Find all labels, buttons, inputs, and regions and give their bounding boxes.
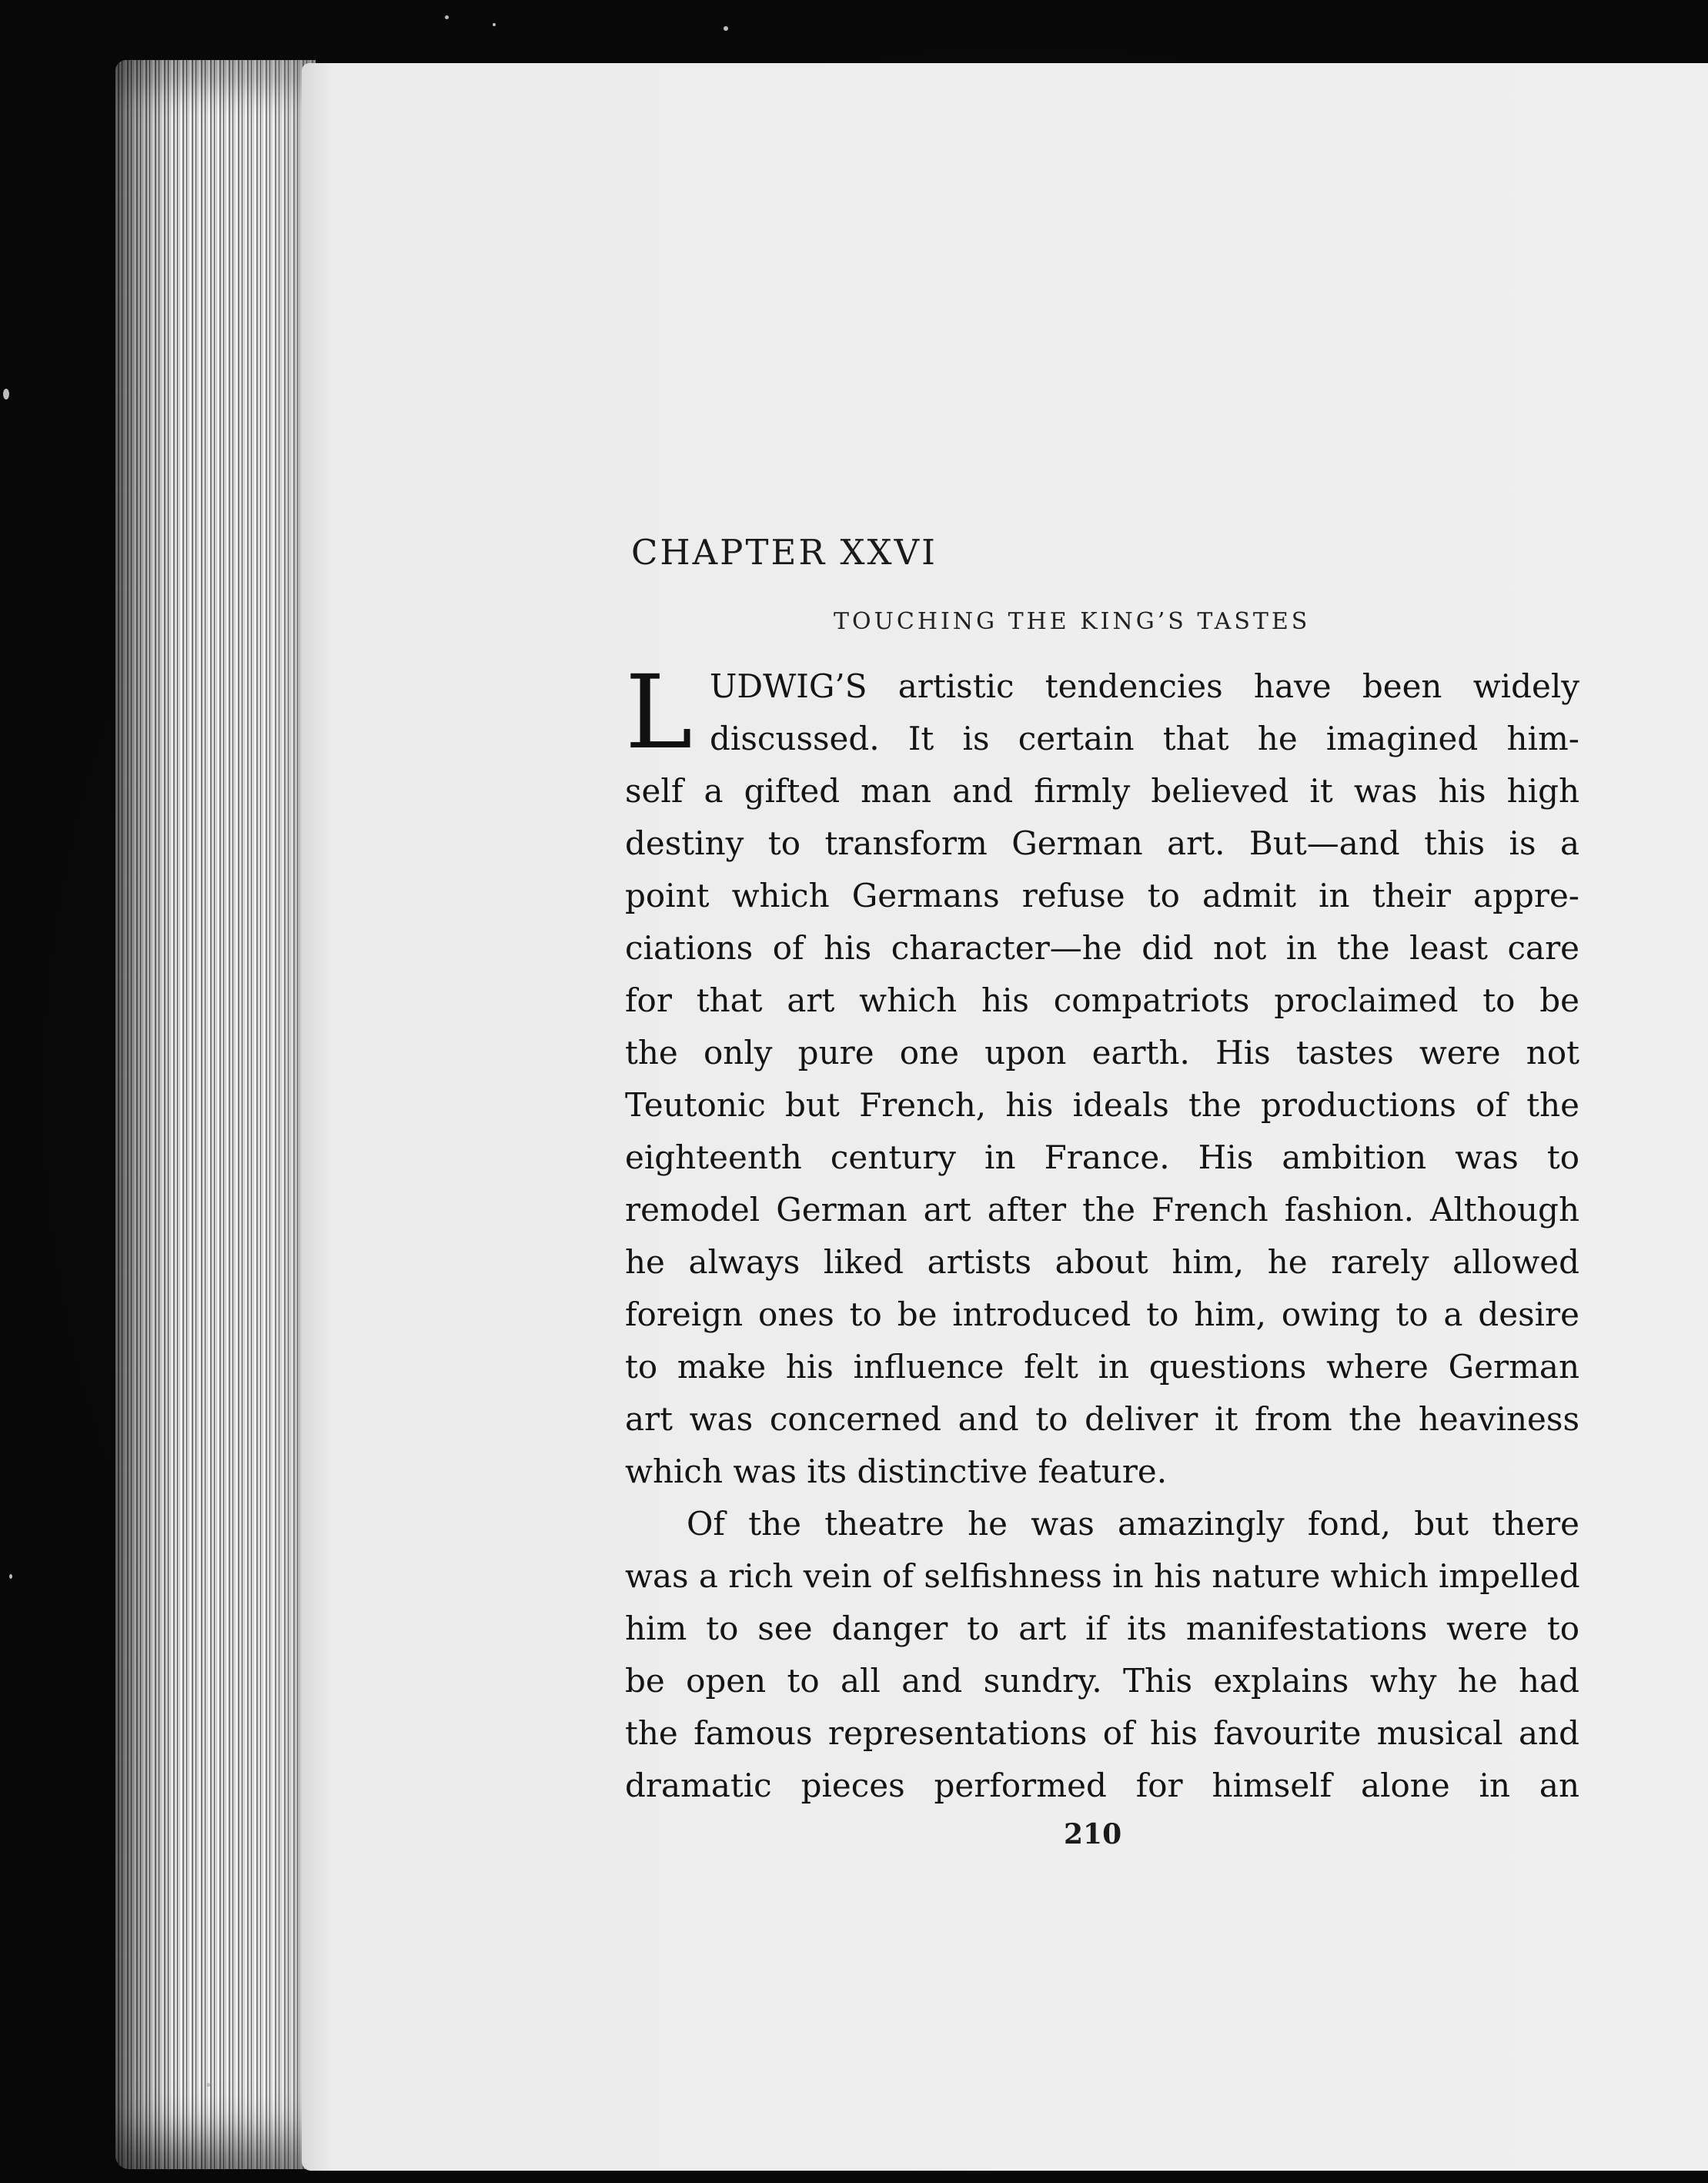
text-line: eighteenth century in France. His ambition was to xyxy=(625,1138,1579,1176)
text-line: UDWIG’S artistic tendencies have been widely xyxy=(710,667,1579,705)
body-text xyxy=(625,654,1580,1812)
text-line: for that art which his compatriots proclaimed to be xyxy=(625,981,1579,1019)
scan-speck xyxy=(9,1574,12,1579)
text-line: ciations of his character—he did not in the least care xyxy=(625,929,1579,967)
text-line: point which Germans refuse to admit in their appre- xyxy=(625,877,1579,914)
text-line: discussed. It is certain that he imagined him- xyxy=(710,720,1579,757)
scan-speck xyxy=(724,26,728,31)
text-line: remodel German art after the French fashion. Although xyxy=(625,1191,1579,1229)
paragraph xyxy=(625,654,1579,1498)
scan-speck xyxy=(445,15,449,19)
drop-cap: L xyxy=(625,654,693,772)
scan-speck xyxy=(493,23,496,26)
scan-speck xyxy=(3,389,9,399)
chapter-heading: CHAPTER XXVI xyxy=(631,532,938,573)
scan-speck xyxy=(206,2083,210,2087)
text-line: which was its distinctive feature. xyxy=(625,1453,1168,1490)
text-line: Of the theatre he was amazingly fond, but there xyxy=(687,1505,1579,1543)
text-line: the only pure one upon earth. His tastes were not xyxy=(625,1034,1579,1071)
text-line: he always liked artists about him, he rarely allowed xyxy=(625,1243,1579,1281)
text-line: destiny to transform German art. But—and this is a xyxy=(625,824,1579,862)
text-line: was a rich vein of selfishness in his nature which impelled xyxy=(625,1557,1580,1595)
text-line: him to see danger to art if its manifestations were to xyxy=(625,1610,1579,1647)
text-line: the famous representations of his favourite musical and xyxy=(625,1714,1579,1752)
paragraph xyxy=(625,1498,1579,1812)
page-number: 210 xyxy=(1064,1818,1122,1850)
book-page-edges xyxy=(115,60,316,2169)
text-line: Teutonic but French, his ideals the productions of the xyxy=(625,1086,1579,1124)
text-line: art was concerned and to deliver it from the heaviness xyxy=(625,1400,1579,1438)
text-line: dramatic pieces performed for himself alone in an xyxy=(625,1767,1579,1804)
text-line: foreign ones to be introduced to him, owing to a desire xyxy=(625,1295,1579,1333)
text-line: self a gifted man and firmly believed it was his high xyxy=(625,772,1579,810)
text-line: to make his influence felt in questions where German xyxy=(625,1348,1579,1386)
text-line: be open to all and sundry. This explains why he had xyxy=(625,1662,1579,1700)
chapter-subtitle: TOUCHING THE KING’S TASTES xyxy=(834,608,1311,635)
